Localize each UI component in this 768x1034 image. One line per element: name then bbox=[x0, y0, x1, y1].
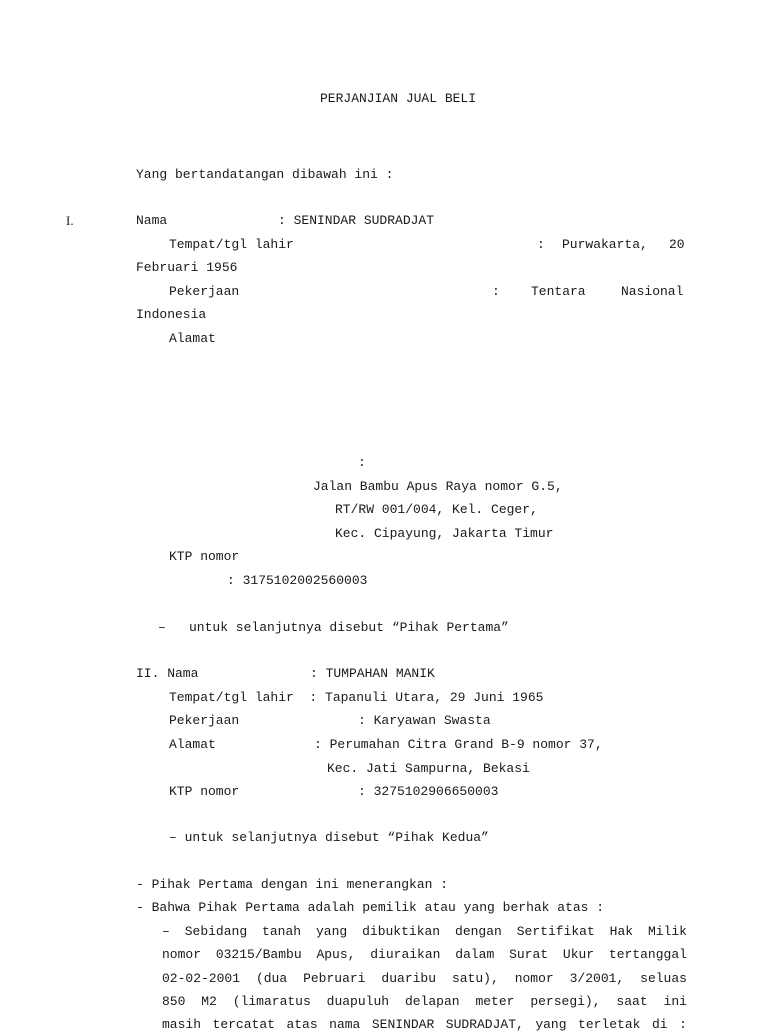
word: yang bbox=[315, 924, 348, 939]
word: 850 bbox=[162, 994, 186, 1009]
word: Apus, bbox=[316, 947, 356, 962]
party2-job-label: Pekerjaan bbox=[169, 713, 240, 728]
party1-numeral: I. bbox=[66, 213, 74, 228]
word: Surat bbox=[509, 947, 549, 962]
body-para-line2 bbox=[162, 946, 687, 964]
intro-text: Yang bertandatangan dibawah ini : bbox=[136, 167, 394, 182]
word: M2 bbox=[201, 994, 217, 1009]
word: terletak bbox=[578, 1017, 641, 1032]
word: nomor bbox=[162, 947, 202, 962]
body-para-line1 bbox=[162, 923, 687, 941]
party1-ktp-value: : 3175102002560003 bbox=[227, 573, 368, 588]
party1-job-word1: Tentara bbox=[531, 284, 586, 299]
word: (limaratus bbox=[232, 994, 311, 1009]
party2-nama-value: : TUMPAHAN MANIK bbox=[310, 666, 435, 681]
body-para-line5 bbox=[162, 1016, 687, 1034]
party1-job-cont: Indonesia bbox=[136, 307, 207, 322]
party1-job-label: Pekerjaan bbox=[169, 284, 240, 299]
word: 02-02-2001 bbox=[162, 971, 241, 986]
party1-dash: – bbox=[158, 620, 166, 635]
word: ini bbox=[663, 994, 687, 1009]
party1-ktp-label: KTP nomor bbox=[169, 549, 240, 564]
party1-alamat-line1: Jalan Bambu Apus Raya nomor G.5, bbox=[313, 479, 563, 494]
word: duapuluh bbox=[326, 994, 390, 1009]
word: 03215/Bambu bbox=[215, 947, 302, 962]
word: satu), bbox=[451, 971, 499, 986]
body-para-line3 bbox=[162, 970, 687, 988]
party2-ktp-value: : 3275102906650003 bbox=[358, 784, 499, 799]
party1-alamat-line2: RT/RW 001/004, Kel. Ceger, bbox=[335, 502, 538, 517]
word: nama bbox=[329, 1017, 361, 1032]
word: dalam bbox=[455, 947, 495, 962]
word: dibuktikan bbox=[362, 924, 441, 939]
body-line2: - Bahwa Pihak Pertama adalah pemilik atau yang berhak atas : bbox=[136, 900, 605, 915]
word: seluas bbox=[640, 971, 687, 986]
party2-alamat-line2: Kec. Jati Sampurna, Bekasi bbox=[327, 761, 530, 776]
party2-ttl: Tempat/tgl lahir : Tapanuli Utara, 29 Juni 1965 bbox=[169, 690, 544, 705]
word: Ukur bbox=[562, 947, 595, 962]
word: Sertifikat bbox=[516, 924, 595, 939]
word: diuraikan bbox=[370, 947, 441, 962]
party1-ttl-day: 20 bbox=[669, 237, 685, 252]
word: di bbox=[651, 1017, 668, 1032]
word: Pebruari bbox=[303, 971, 366, 986]
word: atas bbox=[286, 1017, 318, 1032]
word: 3/2001, bbox=[569, 971, 625, 986]
party1-ttl-colon: : bbox=[537, 237, 545, 252]
word: nomor bbox=[514, 971, 554, 986]
party1-alamat-colon: : bbox=[358, 455, 366, 470]
party1-nama-value: : SENINDAR SUDRADJAT bbox=[278, 213, 435, 228]
party1-ttl-place: Purwakarta, bbox=[562, 237, 648, 252]
word: : bbox=[679, 1017, 687, 1032]
word: tanah bbox=[262, 924, 302, 939]
word: saat bbox=[616, 994, 648, 1009]
word: SUDRADJAT, bbox=[445, 1017, 524, 1032]
party1-nama-label: Nama bbox=[136, 213, 168, 228]
party1-alamat-label: Alamat bbox=[169, 331, 216, 346]
party2-ktp-label: KTP nomor bbox=[169, 784, 240, 799]
word: tercatat bbox=[212, 1017, 275, 1032]
party2-nama-label: II. Nama bbox=[136, 666, 199, 681]
party1-alamat-line3: Kec. Cipayung, Jakarta Timur bbox=[335, 526, 554, 541]
word: (dua bbox=[255, 971, 288, 986]
party2-job-value: : Karyawan Swasta bbox=[358, 713, 491, 728]
word: masih bbox=[162, 1017, 202, 1032]
body-para-line4 bbox=[162, 993, 687, 1011]
word: persegi), bbox=[530, 994, 601, 1009]
word: dengan bbox=[455, 924, 502, 939]
word: SENINDAR bbox=[371, 1017, 435, 1032]
party2-referred: – untuk selanjutnya disebut “Pihak Kedua” bbox=[169, 830, 489, 845]
word: Milik bbox=[647, 924, 687, 939]
word: meter bbox=[475, 994, 515, 1009]
party1-referred: untuk selanjutnya disebut “Pihak Pertama” bbox=[189, 620, 509, 635]
word: Sebidang bbox=[184, 924, 248, 939]
party1-job-word2: Nasional bbox=[621, 284, 684, 299]
body-line1: - Pihak Pertama dengan ini menerangkan : bbox=[136, 877, 449, 892]
word: duaribu bbox=[381, 971, 437, 986]
word: tertanggal bbox=[608, 947, 687, 962]
party1-ttl-cont: Februari 1956 bbox=[136, 260, 238, 275]
party1-job-colon: : bbox=[492, 284, 500, 299]
document-title: PERJANJIAN JUAL BELI bbox=[320, 91, 477, 106]
party2-alamat-label: Alamat bbox=[169, 737, 216, 752]
word: yang bbox=[535, 1017, 567, 1032]
word: – bbox=[162, 924, 170, 939]
word: delapan bbox=[404, 994, 460, 1009]
party1-ttl-label: Tempat/tgl lahir bbox=[169, 237, 294, 252]
word: Hak bbox=[609, 924, 634, 939]
party2-alamat-value: : Perumahan Citra Grand B-9 nomor 37, bbox=[314, 737, 603, 752]
